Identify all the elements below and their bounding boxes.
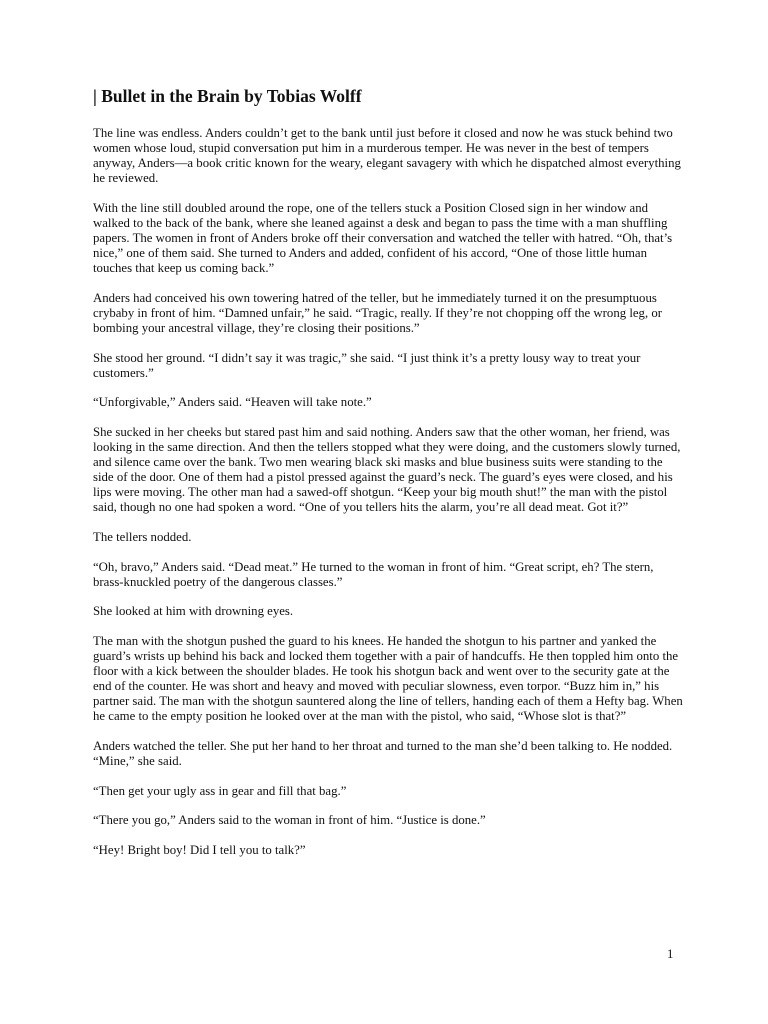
paragraph-11: Anders watched the teller. She put her hand to her throat and turned to the man she’d been talking to. He nodded. “Mine,” she said. <box>93 738 673 768</box>
document-title: | Bullet in the Brain by Tobias Wolff <box>93 86 362 106</box>
page-number: 1 <box>667 947 674 961</box>
paragraph-9: She looked at him with drowning eyes. <box>93 604 294 619</box>
paragraph-3: Anders had conceived his own towering hatred of the teller, but he immediately turned it on the presumptuous crybaby in front of him. “Damned unfair,” he said. “Tragic, really. If they’re not chopping off the wrong leg, or bombing your ancestral village, they’re closing their positions.” <box>93 290 663 336</box>
paragraph-2: With the line still doubled around the rope, one of the tellers stuck a Position Closed sign in her window and walked to the back of the bank, where she leaned against a desk and began to pass the time with a man shuffling papers. The women in front of Anders broke off their conversation and watched the teller with hatred. “Oh, that’s nice,” one of them said. She turned to Anders and added, confident of his accord, “One of those little human touches that keep us coming back.” <box>93 200 673 276</box>
paragraph-10: The man with the shotgun pushed the guard to his knees. He handed the shotgun to his partner and yanked the guard’s wrists up behind his back and locked them together with a pair of handcuffs. He then toppled him onto the floor with a kick between the shoulder blades. He took his shotgun back and went over to the security gate at the end of the counter. He was short and heavy and moved with peculiar slowness, even torpor. “Buzz him in,” his partner said. The man with the shotgun sauntered along the line of tellers, handing each of them a Hefty bag. When he came to the empty position he looked over at the man with the pistol, who said, “Whose slot is that?” <box>93 633 683 724</box>
paragraph-12: “Then get your ugly ass in gear and fill that bag.” <box>93 783 347 798</box>
paragraph-13: “There you go,” Anders said to the woman in front of him. “Justice is done.” <box>93 813 486 828</box>
paragraph-8: “Oh, bravo,” Anders said. “Dead meat.” He turned to the woman in front of him. “Great script, eh? The stern, brass-knuckled poetry of the dangerous classes.” <box>93 559 654 589</box>
paragraph-7: The tellers nodded. <box>93 529 192 544</box>
paragraph-14: “Hey! Bright boy! Did I tell you to talk?” <box>93 842 306 857</box>
paragraph-4: She stood her ground. “I didn’t say it was tragic,” she said. “I just think it’s a pretty lousy way to treat your customers.” <box>93 350 641 380</box>
paragraph-1: The line was endless. Anders couldn’t get to the bank until just before it closed and now he was stuck behind two women whose loud, stupid conversation put him in a murderous temper. He was never in the best of tempers anyway, Anders—a book critic known for the weary, elegant savagery with which he dispatched almost everything he reviewed. <box>93 126 681 186</box>
document-body <box>93 84 683 872</box>
paragraph-6: She sucked in her cheeks but stared past him and said nothing. Anders saw that the other woman, her friend, was looking in the same direction. And then the tellers stopped what they were doing, and the customers slowly turned, and silence came over the bank. Two men wearing black ski masks and blue business suits were standing to the side of the door. One of them had a pistol pressed against the guard’s neck. The guard’s eyes were closed, and his lips were moving. The other man had a sawed-off shotgun. “Keep your big mouth shut!” the man with the pistol said, though no one had spoken a word. “One of you tellers hits the alarm, you’re all dead meat. Got it?” <box>93 424 681 515</box>
paragraph-5: “Unforgivable,” Anders said. “Heaven will take note.” <box>93 395 372 410</box>
